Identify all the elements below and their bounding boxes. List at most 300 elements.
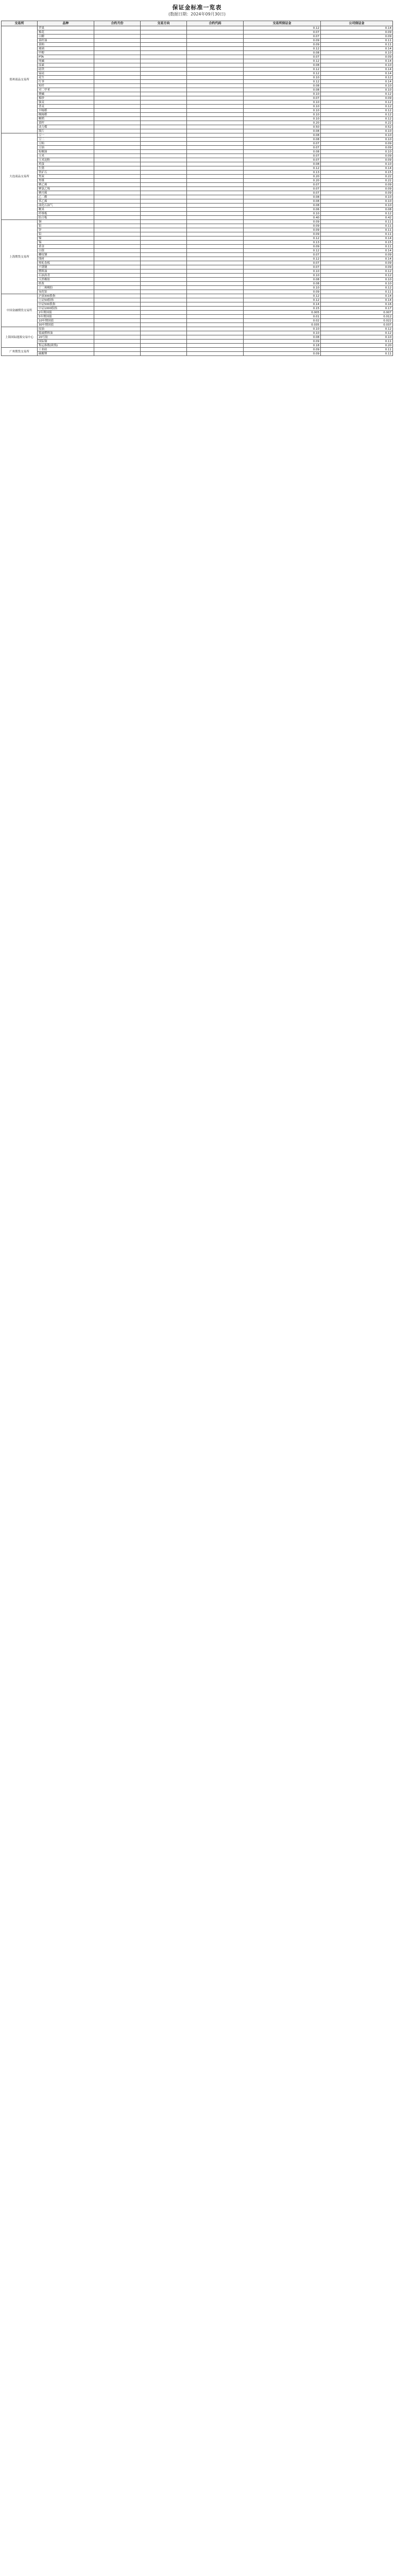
month-cell: [94, 331, 141, 335]
company-margin-cell: 0.09: [321, 187, 393, 191]
month-cell: [94, 113, 141, 117]
table-row: [2, 340, 393, 344]
direction-cell: [141, 100, 187, 105]
month-cell: [94, 105, 141, 109]
company-margin-cell: 0.14: [321, 67, 393, 72]
table-row: [2, 286, 393, 290]
table-row: [2, 348, 393, 352]
table-row: [2, 323, 393, 327]
table-row: [2, 216, 393, 220]
table-row: [2, 26, 393, 30]
exchange-margin-cell: 0.12: [244, 80, 321, 84]
code-cell: [187, 311, 244, 315]
exchange-margin-cell: 0.13: [244, 241, 321, 245]
month-cell: [94, 67, 141, 72]
table-row: [2, 154, 393, 158]
company-margin-cell: 0.10: [321, 138, 393, 142]
direction-cell: [141, 105, 187, 109]
direction-cell: [141, 59, 187, 63]
exchange-margin-cell: 0.13: [244, 171, 321, 175]
month-cell: [94, 84, 141, 88]
product-cell: 尿素: [38, 63, 94, 67]
exchange-margin-cell: 0.08: [244, 51, 321, 55]
month-cell: [94, 253, 141, 257]
company-margin-cell: 0.12: [321, 113, 393, 117]
company-margin-cell: 0.11: [321, 224, 393, 228]
direction-cell: [141, 302, 187, 307]
table-row: [2, 67, 393, 72]
month-cell: [94, 352, 141, 356]
exchange-margin-cell: 0.09: [244, 348, 321, 352]
direction-cell: [141, 76, 187, 80]
month-cell: [94, 72, 141, 76]
product-cell: 铅: [38, 232, 94, 236]
direction-cell: [141, 298, 187, 302]
exchange-margin-cell: 0.07: [244, 146, 321, 150]
product-cell: 强麦: [38, 100, 94, 105]
product-cell: 苯乙烯: [38, 199, 94, 204]
company-margin-cell: 0.10: [321, 133, 393, 138]
exchange-name: 中国金融期货交易所: [2, 294, 38, 327]
direction-cell: [141, 228, 187, 232]
exchange-margin-cell: 0.01: [244, 315, 321, 319]
company-margin-cell: 0.20: [321, 344, 393, 348]
product-cell: 纯碱: [38, 59, 94, 63]
month-cell: [94, 117, 141, 121]
table-row: [2, 265, 393, 269]
product-cell: 聚丙烯: [38, 191, 94, 195]
company-margin-cell: 0.10: [321, 335, 393, 340]
margin-table: [1, 21, 393, 356]
product-cell: 集运指数(欧线): [38, 344, 94, 348]
direction-cell: [141, 84, 187, 88]
product-cell: 黄金: [38, 245, 94, 249]
product-cell: 30年期国债: [38, 323, 94, 327]
product-cell: 玻璃: [38, 47, 94, 51]
exchange-margin-cell: 0.08: [244, 138, 321, 142]
exchange-margin-cell: 0.07: [244, 96, 321, 100]
company-margin-cell: 0.11: [321, 228, 393, 232]
code-cell: [187, 236, 244, 241]
exchange-margin-cell: 0.12: [244, 294, 321, 298]
code-cell: [187, 80, 244, 84]
column-header: 合约月份: [94, 21, 141, 26]
product-cell: 锌: [38, 228, 94, 232]
product-cell: 棉纱: [38, 96, 94, 100]
exchange-margin-cell: 0.09: [244, 245, 321, 249]
code-cell: [187, 298, 244, 302]
direction-cell: [141, 340, 187, 344]
table-row: [2, 109, 393, 113]
table-row: [2, 220, 393, 224]
table-row: [2, 100, 393, 105]
company-margin-cell: 0.15: [321, 241, 393, 245]
code-cell: [187, 344, 244, 348]
code-cell: [187, 121, 244, 125]
exchange-margin-cell: 0.08: [244, 63, 321, 67]
direction-cell: [141, 67, 187, 72]
product-cell: 豆粕: [38, 142, 94, 146]
direction-cell: [141, 142, 187, 146]
product-cell: 动力煤: [38, 125, 94, 129]
month-cell: [94, 166, 141, 171]
product-cell: 石油沥青: [38, 274, 94, 278]
table-row: [2, 47, 393, 51]
month-cell: [94, 80, 141, 84]
company-margin-cell: 0.12: [321, 109, 393, 113]
product-cell: 纤维板: [38, 212, 94, 216]
direction-cell: [141, 220, 187, 224]
company-margin-cell: 0.09: [321, 142, 393, 146]
direction-cell: [141, 311, 187, 315]
direction-cell: [141, 129, 187, 133]
exchange-margin-cell: 0.20: [244, 175, 321, 179]
month-cell: [94, 129, 141, 133]
direction-cell: [141, 96, 187, 100]
direction-cell: [141, 253, 187, 257]
exchange-margin-cell: 0.12: [244, 26, 321, 30]
month-cell: [94, 323, 141, 327]
product-cell: 氧化铝: [38, 290, 94, 294]
company-margin-cell: 0.09: [321, 154, 393, 158]
month-cell: [94, 138, 141, 142]
product-cell: 红枣: [38, 80, 94, 84]
month-cell: [94, 171, 141, 175]
company-margin-cell: 0.14: [321, 166, 393, 171]
table-row: [2, 39, 393, 43]
company-margin-cell: 0.12: [321, 327, 393, 331]
table-row: [2, 274, 393, 278]
code-cell: [187, 323, 244, 327]
direction-cell: [141, 241, 187, 245]
code-cell: [187, 294, 244, 298]
code-cell: [187, 117, 244, 121]
month-cell: [94, 146, 141, 150]
direction-cell: [141, 216, 187, 220]
direction-cell: [141, 158, 187, 162]
product-cell: 纸浆: [38, 282, 94, 286]
product-cell: 生猪: [38, 166, 94, 171]
product-cell: 中证500股指: [38, 302, 94, 307]
code-cell: [187, 249, 244, 253]
month-cell: [94, 319, 141, 323]
product-cell: 5年期国债: [38, 315, 94, 319]
product-cell: 玉米淀粉: [38, 158, 94, 162]
product-cell: 焦炭: [38, 175, 94, 179]
product-cell: 硅铁: [38, 67, 94, 72]
exchange-margin-cell: 0.10: [244, 269, 321, 274]
document-subtitle: (数据日期：2024年09月30日): [168, 12, 226, 16]
direction-cell: [141, 307, 187, 311]
code-cell: [187, 232, 244, 236]
table-row: [2, 88, 393, 92]
product-cell: 线材: [38, 257, 94, 261]
code-cell: [187, 88, 244, 92]
table-row: [2, 166, 393, 171]
exchange-margin-cell: 0.08: [244, 278, 321, 282]
exchange-margin-cell: 0.07: [244, 142, 321, 146]
company-margin-cell: 0.10: [321, 150, 393, 154]
product-cell: 低硫燃料油: [38, 331, 94, 335]
direction-cell: [141, 72, 187, 76]
exchange-margin-cell: 0.09: [244, 232, 321, 236]
table-row: [2, 105, 393, 109]
exchange-name: 广州期货交易所: [2, 348, 38, 356]
code-cell: [187, 278, 244, 282]
product-cell: 上证50股指: [38, 298, 94, 302]
company-margin-cell: 0.09: [321, 146, 393, 150]
month-cell: [94, 294, 141, 298]
column-header: 交易方向: [141, 21, 187, 26]
direction-cell: [141, 323, 187, 327]
company-margin-cell: 0.10: [321, 84, 393, 88]
table-row: [2, 307, 393, 311]
product-cell: 2年期国债: [38, 311, 94, 315]
code-cell: [187, 113, 244, 117]
direction-cell: [141, 133, 187, 138]
product-cell: 工业硅: [38, 348, 94, 352]
company-margin-cell: 0.14: [321, 59, 393, 63]
product-cell: 瓶片: [38, 129, 94, 133]
exchange-margin-cell: 0.07: [244, 154, 321, 158]
month-cell: [94, 187, 141, 191]
code-cell: [187, 187, 244, 191]
company-margin-cell: 0.11: [321, 348, 393, 352]
product-cell: 液化石油气: [38, 204, 94, 208]
direction-cell: [141, 92, 187, 96]
month-cell: [94, 344, 141, 348]
code-cell: [187, 274, 244, 278]
company-margin-cell: 0.52: [321, 125, 393, 129]
code-cell: [187, 39, 244, 43]
direction-cell: [141, 179, 187, 183]
month-cell: [94, 348, 141, 352]
product-cell: 棉花: [38, 30, 94, 35]
table-row: [2, 113, 393, 117]
month-cell: [94, 121, 141, 125]
product-cell: 苹果: [38, 26, 94, 30]
code-cell: [187, 162, 244, 166]
month-cell: [94, 232, 141, 236]
product-cell: 国际铜: [38, 340, 94, 344]
product-cell: 锰硅: [38, 72, 94, 76]
direction-cell: [141, 191, 187, 195]
exchange-margin-cell: 0.15: [244, 307, 321, 311]
product-cell: 不锈钢: [38, 265, 94, 269]
company-margin-cell: 0.12: [321, 117, 393, 121]
company-margin-cell: 0.10: [321, 282, 393, 286]
table-row: [2, 315, 393, 319]
month-cell: [94, 88, 141, 92]
company-margin-cell: 0.09: [321, 55, 393, 59]
product-cell: 晚籼稻: [38, 113, 94, 117]
code-cell: [187, 142, 244, 146]
table-row: [2, 59, 393, 63]
company-margin-cell: 0.037: [321, 323, 393, 327]
company-margin-cell: 0.10: [321, 204, 393, 208]
exchange-margin-cell: 0.08: [244, 335, 321, 340]
company-margin-cell: 0.22: [321, 179, 393, 183]
product-cell: 铝: [38, 224, 94, 228]
code-cell: [187, 216, 244, 220]
table-row: [2, 199, 393, 204]
exchange-margin-cell: 0.035: [244, 323, 321, 327]
month-cell: [94, 340, 141, 344]
month-cell: [94, 183, 141, 187]
direction-cell: [141, 261, 187, 265]
company-margin-cell: 0.09: [321, 253, 393, 257]
code-cell: [187, 51, 244, 55]
direction-cell: [141, 257, 187, 261]
code-cell: [187, 253, 244, 257]
code-cell: [187, 154, 244, 158]
direction-cell: [141, 294, 187, 298]
exchange-margin-cell: 0.10: [244, 100, 321, 105]
code-cell: [187, 302, 244, 307]
company-margin-cell: 0.11: [321, 232, 393, 236]
month-cell: [94, 55, 141, 59]
company-margin-cell: 0.09: [321, 158, 393, 162]
direction-cell: [141, 269, 187, 274]
month-cell: [94, 142, 141, 146]
table-row: [2, 335, 393, 340]
direction-cell: [141, 286, 187, 290]
product-cell: 白银: [38, 249, 94, 253]
table-row: [2, 208, 393, 212]
direction-cell: [141, 47, 187, 51]
month-cell: [94, 208, 141, 212]
product-cell: 镍: [38, 236, 94, 241]
table-row: [2, 278, 393, 282]
exchange-margin-cell: 0.10: [244, 286, 321, 290]
month-cell: [94, 175, 141, 179]
month-cell: [94, 76, 141, 80]
code-cell: [187, 220, 244, 224]
month-cell: [94, 224, 141, 228]
exchange-margin-cell: 0.08: [244, 88, 321, 92]
company-margin-cell: 0.11: [321, 39, 393, 43]
month-cell: [94, 96, 141, 100]
table-row: [2, 84, 393, 88]
month-cell: [94, 228, 141, 232]
direction-cell: [141, 278, 187, 282]
month-cell: [94, 290, 141, 294]
code-cell: [187, 195, 244, 199]
product-cell: 胶合板: [38, 216, 94, 220]
direction-cell: [141, 150, 187, 154]
company-margin-cell: 0.12: [321, 212, 393, 216]
product-cell: 10年期国债: [38, 319, 94, 323]
code-cell: [187, 59, 244, 63]
exchange-margin-cell: 0.10: [244, 76, 321, 80]
month-cell: [94, 199, 141, 204]
code-cell: [187, 315, 244, 319]
month-cell: [94, 125, 141, 129]
direction-cell: [141, 117, 187, 121]
product-cell: 对二甲苯: [38, 88, 94, 92]
code-cell: [187, 212, 244, 216]
exchange-margin-cell: 0.10: [244, 274, 321, 278]
direction-cell: [141, 331, 187, 335]
table-row: [2, 327, 393, 331]
table-row: [2, 96, 393, 100]
product-cell: 聚氯乙烯: [38, 187, 94, 191]
table-row: [2, 171, 393, 175]
month-cell: [94, 269, 141, 274]
exchange-name: 郑州商品交易所: [2, 26, 38, 133]
company-margin-cell: 0.012: [321, 315, 393, 319]
month-cell: [94, 150, 141, 154]
table-row: [2, 72, 393, 76]
month-cell: [94, 92, 141, 96]
exchange-margin-cell: 0.10: [244, 327, 321, 331]
table-row: [2, 245, 393, 249]
month-cell: [94, 245, 141, 249]
company-margin-cell: 0.10: [321, 199, 393, 204]
direction-cell: [141, 109, 187, 113]
direction-cell: [141, 352, 187, 356]
code-cell: [187, 335, 244, 340]
exchange-margin-cell: 0.09: [244, 290, 321, 294]
company-margin-cell: 0.12: [321, 274, 393, 278]
company-margin-cell: 0.14: [321, 72, 393, 76]
table-row: [2, 224, 393, 228]
product-cell: 碳酸锂: [38, 352, 94, 356]
direction-cell: [141, 88, 187, 92]
direction-cell: [141, 171, 187, 175]
table-row: [2, 146, 393, 150]
company-margin-cell: 0.12: [321, 331, 393, 335]
company-margin-cell: 0.10: [321, 88, 393, 92]
table-row: [2, 344, 393, 348]
code-cell: [187, 26, 244, 30]
table-row: [2, 142, 393, 146]
code-cell: [187, 63, 244, 67]
exchange-margin-cell: 0.005: [244, 311, 321, 315]
month-cell: [94, 282, 141, 286]
document-title: 保证金标准一览表: [172, 4, 222, 11]
exchange-margin-cell: 0.10: [244, 117, 321, 121]
table-row: [2, 80, 393, 84]
column-header: 品种: [38, 21, 94, 26]
table-row: [2, 133, 393, 138]
direction-cell: [141, 327, 187, 331]
company-margin-cell: 0.09: [321, 191, 393, 195]
company-margin-cell: 0.08: [321, 208, 393, 212]
company-margin-cell: 0.12: [321, 76, 393, 80]
direction-cell: [141, 315, 187, 319]
table-row: [2, 204, 393, 208]
table-row: [2, 63, 393, 67]
company-margin-cell: 0.10: [321, 195, 393, 199]
company-margin-cell: 0.12: [321, 286, 393, 290]
exchange-margin-cell: 0.07: [244, 253, 321, 257]
company-margin-cell: 0.14: [321, 26, 393, 30]
column-header: 交易所: [2, 21, 38, 26]
table-row: [2, 179, 393, 183]
company-margin-cell: 0.10: [321, 51, 393, 55]
exchange-margin-cell: 0.12: [244, 236, 321, 241]
product-cell: 聚乙烯: [38, 183, 94, 187]
direction-cell: [141, 212, 187, 216]
code-cell: [187, 43, 244, 47]
direction-cell: [141, 35, 187, 39]
direction-cell: [141, 39, 187, 43]
code-cell: [187, 30, 244, 35]
code-cell: [187, 76, 244, 80]
exchange-margin-cell: 0.12: [244, 249, 321, 253]
company-margin-cell: 0.14: [321, 47, 393, 51]
